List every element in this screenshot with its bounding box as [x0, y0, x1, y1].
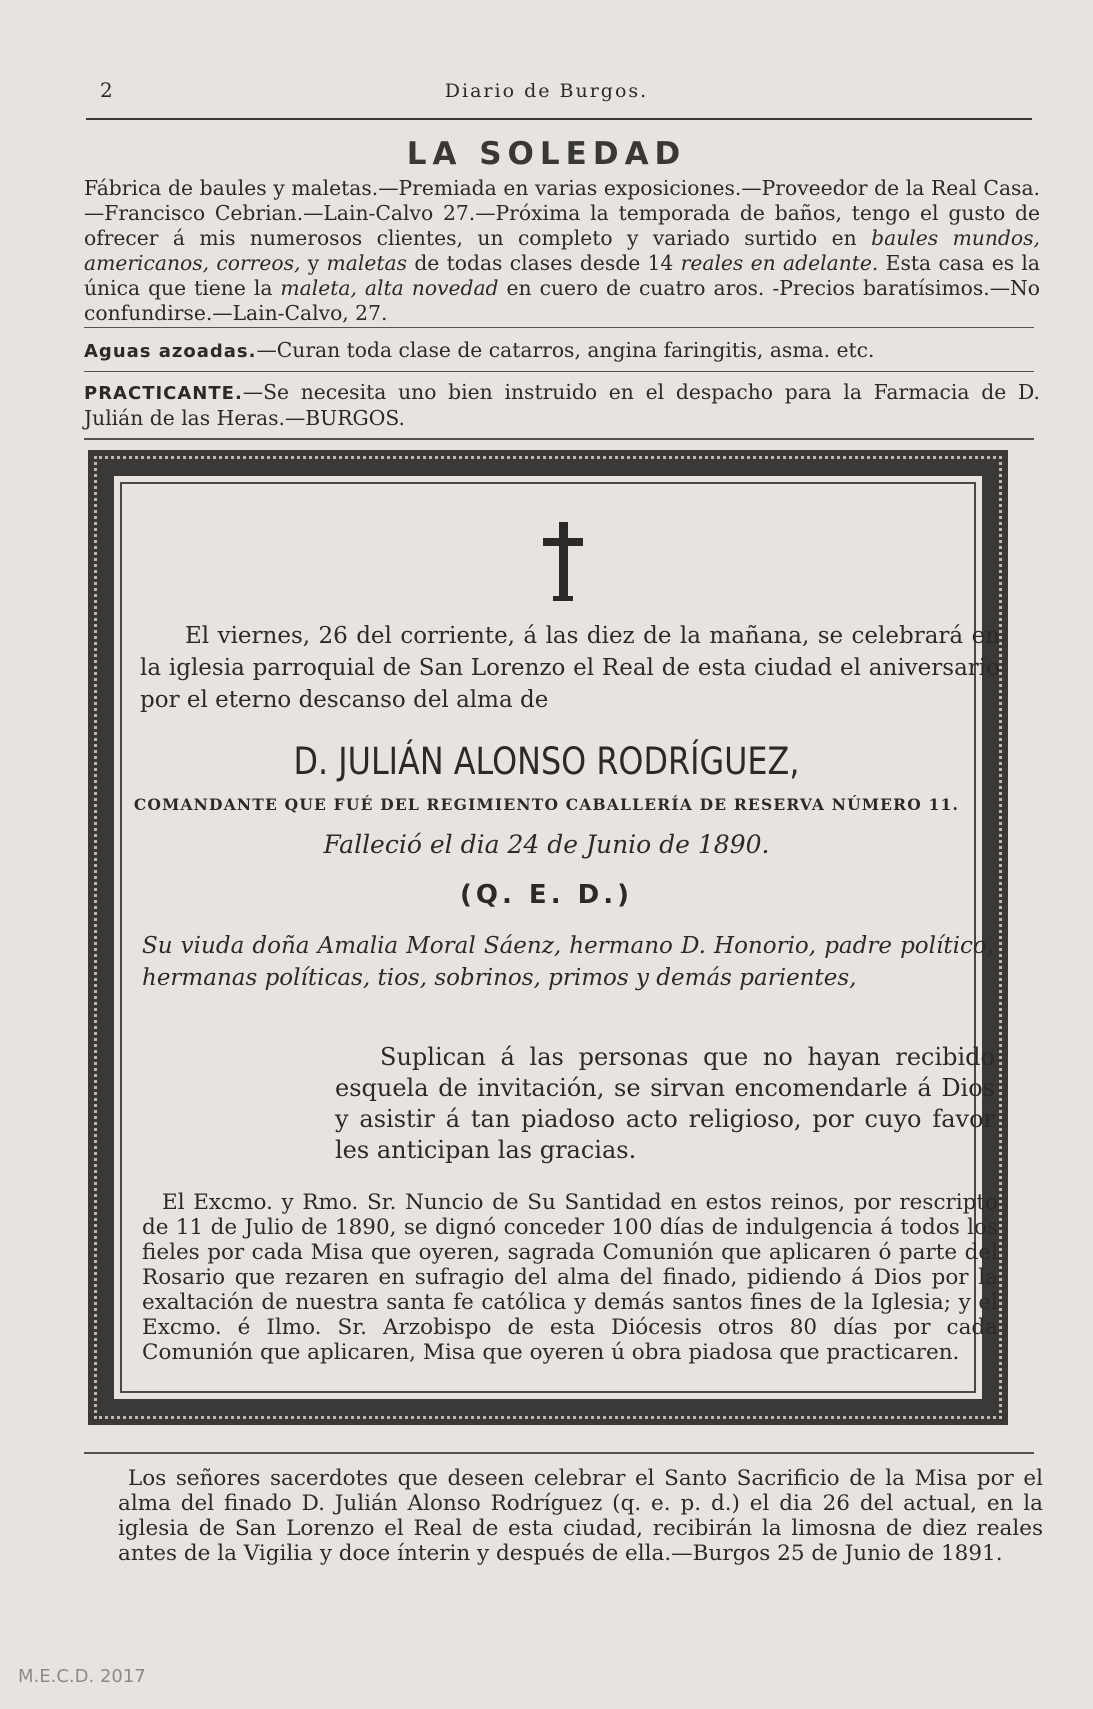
aguas-advert: [84, 338, 1040, 364]
aguas-text: —Curan toda clase de catarros, angina faringitis, asma. etc.: [256, 338, 875, 362]
latin-cross-icon: [541, 522, 585, 602]
closing-text: Los señores sacerdotes que deseen celebrar el Santo Sacrificio de la Misa por el alma del finado D. Julián Alonso Rodríguez (q. e. p. d.) el dia 26 del actual, en la iglesia de San Lorenzo el Real de esta ciudad, recibirán la limosna de diez reales antes de la Vigilia y doce ínterin y después de ella.—Burgos 25 de Junio de 1891.: [118, 1466, 1043, 1566]
running-head: Diario de Burgos.: [444, 80, 649, 102]
deceased-rank: COMANDANTE QUE FUÉ DEL REGIMIENTO CABALLERÍA DE RESERVA NÚMERO 11.: [133, 795, 960, 814]
death-date: Falleció el dia 24 de Junio de 1890.: [323, 830, 770, 859]
practicante-lead: PRACTICANTE.: [84, 383, 243, 404]
soledad-italic-4: maleta, alta novedad: [280, 276, 499, 300]
rule-1: [84, 327, 1034, 328]
header-rule: [86, 118, 1032, 120]
soledad-text-1: Fábrica de baules y maletas.—Premiada en varias exposiciones.—Proveedor de la Real Casa.—Francisco Cebrian.—Lain-Calvo 27.—Próxima la temporada de baños, tengo el gusto de ofrecer á mis numerosos clientes, un completo y variado surtido en: [84, 176, 1040, 250]
plea-text: Suplican á las personas que no hayan recibido esquela de invitación, se sirvan encomendarle á Dios y asistir á tan piadoso acto religioso, por cuyo favor les anticipan las gracias.: [335, 1043, 995, 1164]
plea-paragraph: [335, 1042, 995, 1166]
closing-notice: [118, 1466, 1043, 1566]
indulgence-paragraph: [142, 1190, 998, 1365]
soledad-italic-1: baules mundos, americanos, correos,: [84, 226, 1040, 275]
soledad-advert: [84, 176, 1040, 326]
deceased-name: D. JULIÁN ALONSO RODRÍGUEZ,: [293, 740, 800, 783]
soledad-text-5: en cuero de cuatro aros. -Precios baratísimos.—No confundirse.—Lain-Calvo, 27.: [84, 276, 1040, 325]
rule-4: [84, 1452, 1034, 1454]
aguas-lead: Aguas azoadas.: [84, 341, 257, 362]
notice-intro: El viernes, 26 del corriente, á las diez de la mañana, se celebrará en la iglesia parroquial de San Lorenzo el Real de esta ciudad el aniversario por el eterno descanso del alma de: [140, 623, 1000, 713]
soledad-title: LA SOLEDAD: [406, 136, 687, 172]
archive-watermark: M.E.C.D. 2017: [18, 1666, 146, 1687]
rule-2: [84, 371, 1034, 372]
soledad-text-4: Esta casa es la única que tiene la: [84, 251, 1041, 300]
page-number: 2: [100, 78, 113, 102]
practicante-advert: [84, 380, 1040, 431]
qed-formula: (Q. E. D.): [460, 880, 633, 910]
soledad-text-3: de todas clases desde 14: [407, 251, 681, 275]
family-list: Su viuda doña Amalia Moral Sáenz, hermano D. Honorio, padre político, hermanas políticas, tios, sobrinos, primos y demás parientes,: [142, 933, 994, 991]
soledad-italic-2: maletas: [326, 251, 407, 275]
practicante-text: —Se necesita uno bien instruido en el despacho para la Farmacia de D. Julián de las Heras.—BURGOS.: [84, 380, 1040, 430]
indulgence-text: El Excmo. y Rmo. Sr. Nuncio de Su Santidad en estos reinos, por rescripto de 11 de Julio de 1890, se dignó conceder 100 días de indulgencia á todos los fieles por cada Misa que oyeren, sagrada Comunión que aplicaren ó parte del Rosario que rezaren en sufragio del alma del finado, pidiendo á Dios por la exaltación de nuestra santa fe católica y demás santos fines de la Iglesia; y el Excmo. é Ilmo. Sr. Arzobispo de esta Diócesis otros 80 días por cada Comunión que aplicaren, Misa que oyeren ú obra piadosa que practicaren.: [142, 1190, 998, 1365]
soledad-italic-3: reales en adelante.: [680, 251, 879, 275]
rule-3: [84, 438, 1034, 440]
soledad-text-2: y: [300, 251, 327, 275]
